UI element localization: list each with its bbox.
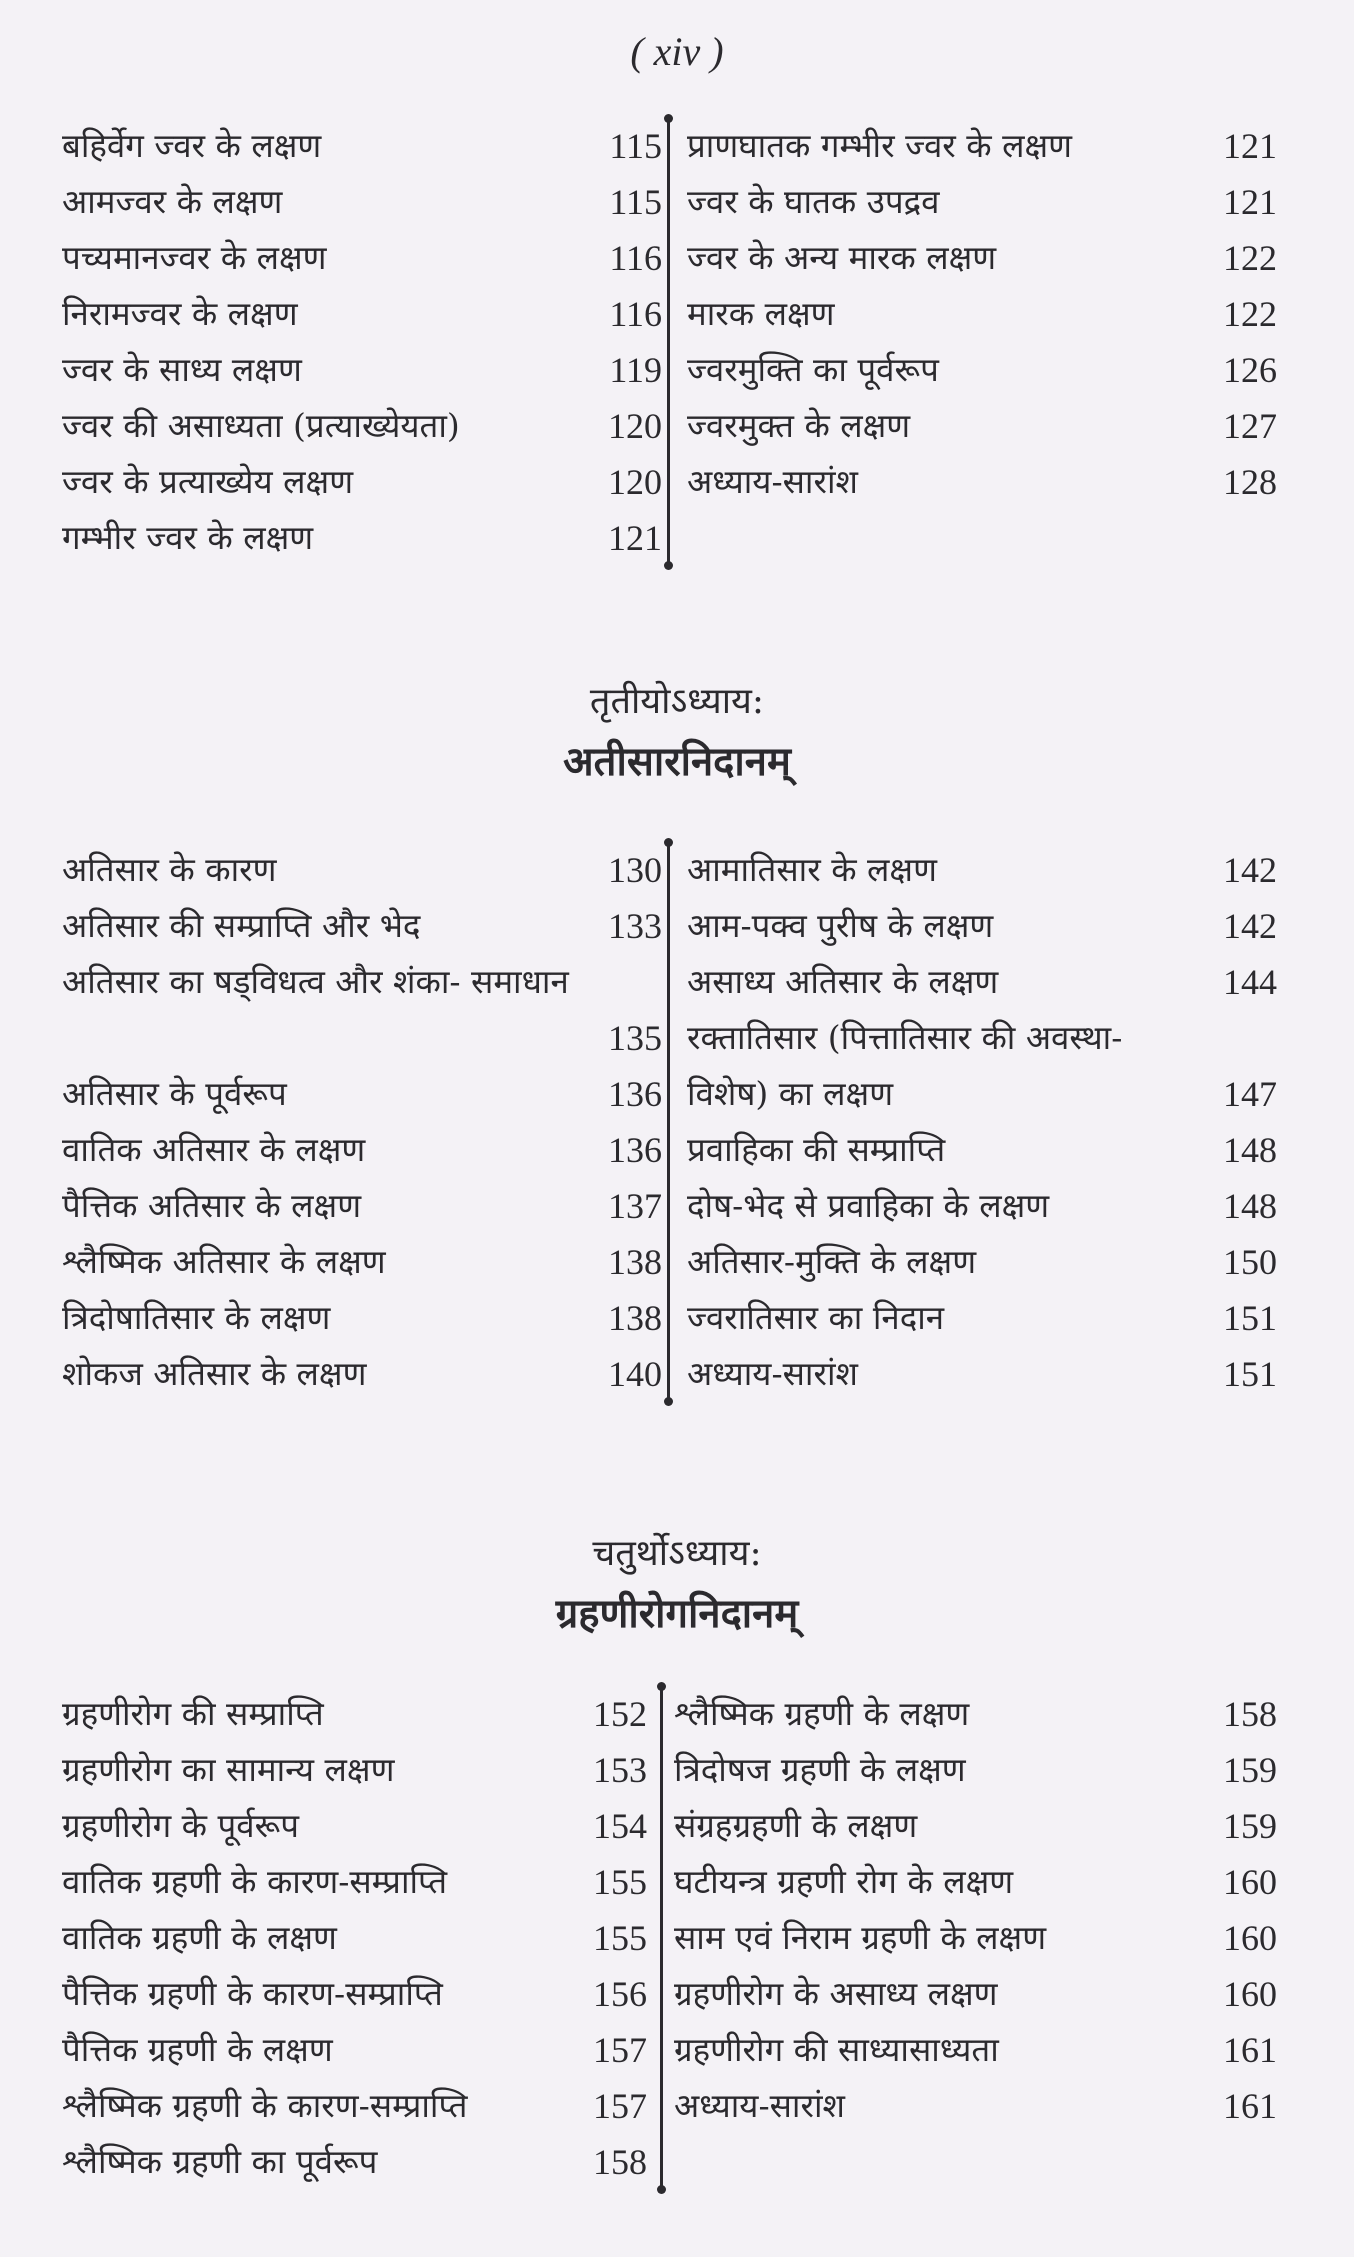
toc-entry-page: 147: [1223, 1074, 1277, 1114]
toc-entry: [687, 842, 1277, 898]
toc-entry-page: 136: [608, 1130, 662, 1170]
toc-entry-page: 144: [1223, 962, 1277, 1002]
toc-entry: [62, 1854, 647, 1910]
toc-entry: [62, 1066, 662, 1122]
toc-left-column: [62, 118, 662, 566]
toc-entry-title: वातिक अतिसार के लक्षण: [62, 1130, 366, 1169]
toc-entry: [674, 2022, 1277, 2078]
toc-entry: [62, 1686, 647, 1742]
toc-entry-page: 154: [593, 1806, 647, 1846]
toc-entry-title: प्राणघातक गम्भीर ज्वर के लक्षण: [687, 126, 1073, 165]
toc-entry-title: पच्यमानज्वर के लक्षण: [62, 238, 327, 277]
toc-entry-title: ग्रहणीरोग की साध्यासाध्यता: [674, 2030, 999, 2069]
toc-entry: [674, 1910, 1277, 1966]
toc-entry-title: अतिसार का षड्विधत्व और शंका- समाधान: [62, 962, 569, 1001]
toc-entry-title: रक्तातिसार (पित्तातिसार की अवस्था- विशेष) का लक्षण: [687, 1018, 1123, 1113]
toc-entry-title: ज्वर के साध्य लक्षण: [62, 350, 302, 389]
toc-section-diarrhoea: [62, 842, 1277, 1402]
toc-entry-page: 158: [593, 2142, 647, 2182]
toc-entry-page: 121: [1223, 126, 1277, 166]
toc-entry-page: 116: [609, 294, 662, 334]
toc-entry: [687, 1290, 1277, 1346]
toc-entry-page: 160: [1223, 1918, 1277, 1958]
toc-entry-title: बहिर्वेग ज्वर के लक्षण: [62, 126, 322, 165]
toc-entry-page: 115: [609, 182, 662, 222]
toc-entry-page: 159: [1223, 1806, 1277, 1846]
toc-entry: [674, 1966, 1277, 2022]
toc-entry-title: ज्वरातिसार का निदान: [687, 1298, 945, 1337]
toc-entry-page: 127: [1223, 406, 1277, 446]
toc-right-column: [687, 118, 1277, 566]
toc-entry: [62, 230, 662, 286]
toc-entry: [62, 118, 662, 174]
toc-entry-page: 138: [608, 1242, 662, 1282]
toc-entry-title: ज्वरमुक्ति का पूर्वरूप: [687, 350, 939, 389]
chapter-heading: [0, 675, 1354, 787]
toc-entry: [687, 454, 1277, 510]
toc-entry-title: आमज्वर के लक्षण: [62, 182, 283, 221]
toc-entry-title: आम-पक्व पुरीष के लक्षण: [687, 906, 994, 945]
toc-entry-title: ज्वर की असाध्यता (प्रत्याख्येयता): [62, 406, 460, 445]
toc-entry: [687, 1178, 1277, 1234]
toc-entry-title: अध्याय-सारांश: [674, 2086, 845, 2125]
toc-entry: [674, 2078, 1277, 2134]
toc-entry-title: वातिक ग्रहणी के लक्षण: [62, 1918, 337, 1957]
toc-entry-title: ग्रहणीरोग के पूर्वरूप: [62, 1806, 299, 1845]
toc-entry-page: 142: [1223, 906, 1277, 946]
toc-entry-page: 119: [609, 350, 662, 390]
toc-entry-page: 148: [1223, 1130, 1277, 1170]
chapter-title: ग्रहणीरोगनिदानम्: [555, 1590, 799, 1637]
toc-entry-page: 138: [608, 1298, 662, 1338]
chapter-number: तृतीयोऽध्याय:: [589, 681, 765, 722]
toc-entry-title: वातिक ग्रहणी के कारण-सम्प्राप्ति: [62, 1862, 448, 1901]
toc-entry-title: श्लैष्मिक अतिसार के लक्षण: [62, 1242, 386, 1281]
toc-entry-page: 150: [1223, 1242, 1277, 1282]
toc-entry-page: 130: [608, 850, 662, 890]
toc-entry: [687, 286, 1277, 342]
toc-left-column: [62, 842, 662, 1402]
toc-entry-page: 160: [1223, 1862, 1277, 1902]
toc-entry: [62, 1742, 647, 1798]
toc-entry: [62, 1966, 647, 2022]
toc-entry: [62, 2134, 647, 2190]
toc-entry: [674, 1742, 1277, 1798]
toc-entry-title: पैत्तिक ग्रहणी के कारण-सम्प्राप्ति: [62, 1974, 443, 2013]
toc-entry-title: ग्रहणीरोग का सामान्य लक्षण: [62, 1750, 395, 1789]
toc-entry: [687, 230, 1277, 286]
toc-entry-title: अध्याय-सारांश: [687, 462, 858, 501]
toc-entry: [62, 898, 662, 954]
toc-entry-title: अतिसार के कारण: [62, 850, 277, 889]
toc-entry-title: दोष-भेद से प्रवाहिका के लक्षण: [687, 1186, 1050, 1225]
toc-entry: [674, 1798, 1277, 1854]
toc-entry: [62, 954, 662, 1066]
toc-entry: [62, 1290, 662, 1346]
toc-entry: [62, 2078, 647, 2134]
toc-entry: [687, 898, 1277, 954]
toc-entry-page: 120: [608, 406, 662, 446]
toc-entry: [62, 1346, 662, 1402]
toc-entry-page: 151: [1223, 1354, 1277, 1394]
toc-entry-page: 153: [593, 1750, 647, 1790]
toc-entry-title: शोकज अतिसार के लक्षण: [62, 1354, 367, 1393]
toc-entry-title: मारक लक्षण: [687, 294, 835, 333]
toc-entry-page: 140: [608, 1354, 662, 1394]
toc-entry-title: प्रवाहिका की सम्प्राप्ति: [687, 1130, 946, 1169]
toc-entry: [687, 1122, 1277, 1178]
toc-entry-title: ज्वरमुक्त के लक्षण: [687, 406, 911, 445]
toc-entry-title: अतिसार के पूर्वरूप: [62, 1074, 287, 1113]
toc-entry: [687, 342, 1277, 398]
toc-entry-title: श्लैष्मिक ग्रहणी का पूर्वरूप: [62, 2142, 378, 2181]
toc-entry: [62, 174, 662, 230]
toc-entry-page: 120: [608, 462, 662, 502]
toc-entry-page: 155: [593, 1862, 647, 1902]
toc-entry-page: 136: [608, 1074, 662, 1114]
toc-entry-title: घटीयन्त्र ग्रहणी रोग के लक्षण: [674, 1862, 1014, 1901]
toc-entry-page: 135: [608, 1018, 662, 1058]
toc-entry-page: 157: [593, 2086, 647, 2126]
toc-entry: [62, 398, 662, 454]
toc-entry: [62, 454, 662, 510]
chapter-title: अतीसारनिदानम्: [563, 738, 791, 785]
toc-entry-title: ज्वर के अन्य मारक लक्षण: [687, 238, 997, 277]
toc-entry-title: असाध्य अतिसार के लक्षण: [687, 962, 999, 1001]
column-divider: [667, 118, 670, 566]
toc-entry: [687, 398, 1277, 454]
toc-entry: [687, 1010, 1277, 1122]
toc-entry-page: 148: [1223, 1186, 1277, 1226]
toc-entry: [62, 342, 662, 398]
toc-entry: [62, 2022, 647, 2078]
toc-entry-title: ग्रहणीरोग के असाध्य लक्षण: [674, 1974, 998, 2013]
toc-entry-page: 137: [608, 1186, 662, 1226]
toc-entry-page: 161: [1223, 2086, 1277, 2126]
toc-entry-page: 121: [608, 518, 662, 558]
toc-right-column: [687, 842, 1277, 1402]
toc-entry-page: 126: [1223, 350, 1277, 390]
toc-entry-page: 116: [609, 238, 662, 278]
toc-entry-title: श्लैष्मिक ग्रहणी के लक्षण: [674, 1694, 970, 1733]
toc-entry: [687, 174, 1277, 230]
toc-entry: [62, 1798, 647, 1854]
toc-entry: [62, 842, 662, 898]
toc-entry-page: 160: [1223, 1974, 1277, 2014]
toc-left-column: [62, 1686, 647, 2190]
chapter-number: चतुर्थोऽध्याय:: [592, 1533, 762, 1574]
toc-right-column: [674, 1686, 1277, 2190]
toc-entry: [62, 1122, 662, 1178]
toc-entry: [687, 1346, 1277, 1402]
toc-entry-title: त्रिदोषज ग्रहणी के लक्षण: [674, 1750, 966, 1789]
toc-entry: [687, 954, 1277, 1010]
toc-entry-title: आमातिसार के लक्षण: [687, 850, 937, 889]
toc-entry-title: पैत्तिक ग्रहणी के लक्षण: [62, 2030, 333, 2069]
toc-entry-page: 122: [1223, 238, 1277, 278]
toc-entry: [62, 1910, 647, 1966]
chapter-heading: [0, 1527, 1354, 1639]
toc-entry-page: 121: [1223, 182, 1277, 222]
toc-entry: [62, 1234, 662, 1290]
toc-entry-title: ज्वर के घातक उपद्रव: [687, 182, 940, 221]
toc-entry-page: 142: [1223, 850, 1277, 890]
toc-entry-title: अध्याय-सारांश: [687, 1354, 858, 1393]
toc-entry-page: 133: [608, 906, 662, 946]
toc-section-fever: [62, 118, 1277, 566]
toc-entry-page: 158: [1223, 1694, 1277, 1734]
toc-section-grahani: [62, 1686, 1277, 2190]
toc-entry-page: 128: [1223, 462, 1277, 502]
toc-entry: [674, 1686, 1277, 1742]
toc-entry-title: अतिसार की सम्प्राप्ति और भेद: [62, 906, 421, 945]
toc-entry: [62, 286, 662, 342]
toc-entry-title: ज्वर के प्रत्याख्येय लक्षण: [62, 462, 354, 501]
toc-entry-page: 161: [1223, 2030, 1277, 2070]
page-number: ( xiv ): [630, 29, 724, 74]
toc-entry-page: 157: [593, 2030, 647, 2070]
toc-entry-page: 115: [609, 126, 662, 166]
toc-entry-title: साम एवं निराम ग्रहणी के लक्षण: [674, 1918, 1047, 1957]
toc-entry: [674, 1854, 1277, 1910]
toc-entry-title: संग्रहग्रहणी के लक्षण: [674, 1806, 918, 1845]
toc-entry: [687, 118, 1277, 174]
toc-entry-page: 152: [593, 1694, 647, 1734]
toc-entry-page: 156: [593, 1974, 647, 2014]
toc-entry-page: 122: [1223, 294, 1277, 334]
toc-entry-title: त्रिदोषातिसार के लक्षण: [62, 1298, 331, 1337]
toc-entry-page: 151: [1223, 1298, 1277, 1338]
toc-entry-title: निरामज्वर के लक्षण: [62, 294, 298, 333]
toc-entry-page: 159: [1223, 1750, 1277, 1790]
toc-entry-title: श्लैष्मिक ग्रहणी के कारण-सम्प्राप्ति: [62, 2086, 468, 2125]
toc-entry-title: ग्रहणीरोग की सम्प्राप्ति: [62, 1694, 324, 1733]
column-divider: [667, 842, 670, 1402]
toc-entry: [687, 1234, 1277, 1290]
toc-entry-page: 155: [593, 1918, 647, 1958]
toc-entry-title: अतिसार-मुक्ति के लक्षण: [687, 1242, 977, 1281]
column-divider: [660, 1686, 663, 2190]
toc-entry: [62, 510, 662, 566]
toc-entry-title: गम्भीर ज्वर के लक्षण: [62, 518, 314, 557]
toc-entry: [62, 1178, 662, 1234]
toc-entry-title: पैत्तिक अतिसार के लक्षण: [62, 1186, 362, 1225]
